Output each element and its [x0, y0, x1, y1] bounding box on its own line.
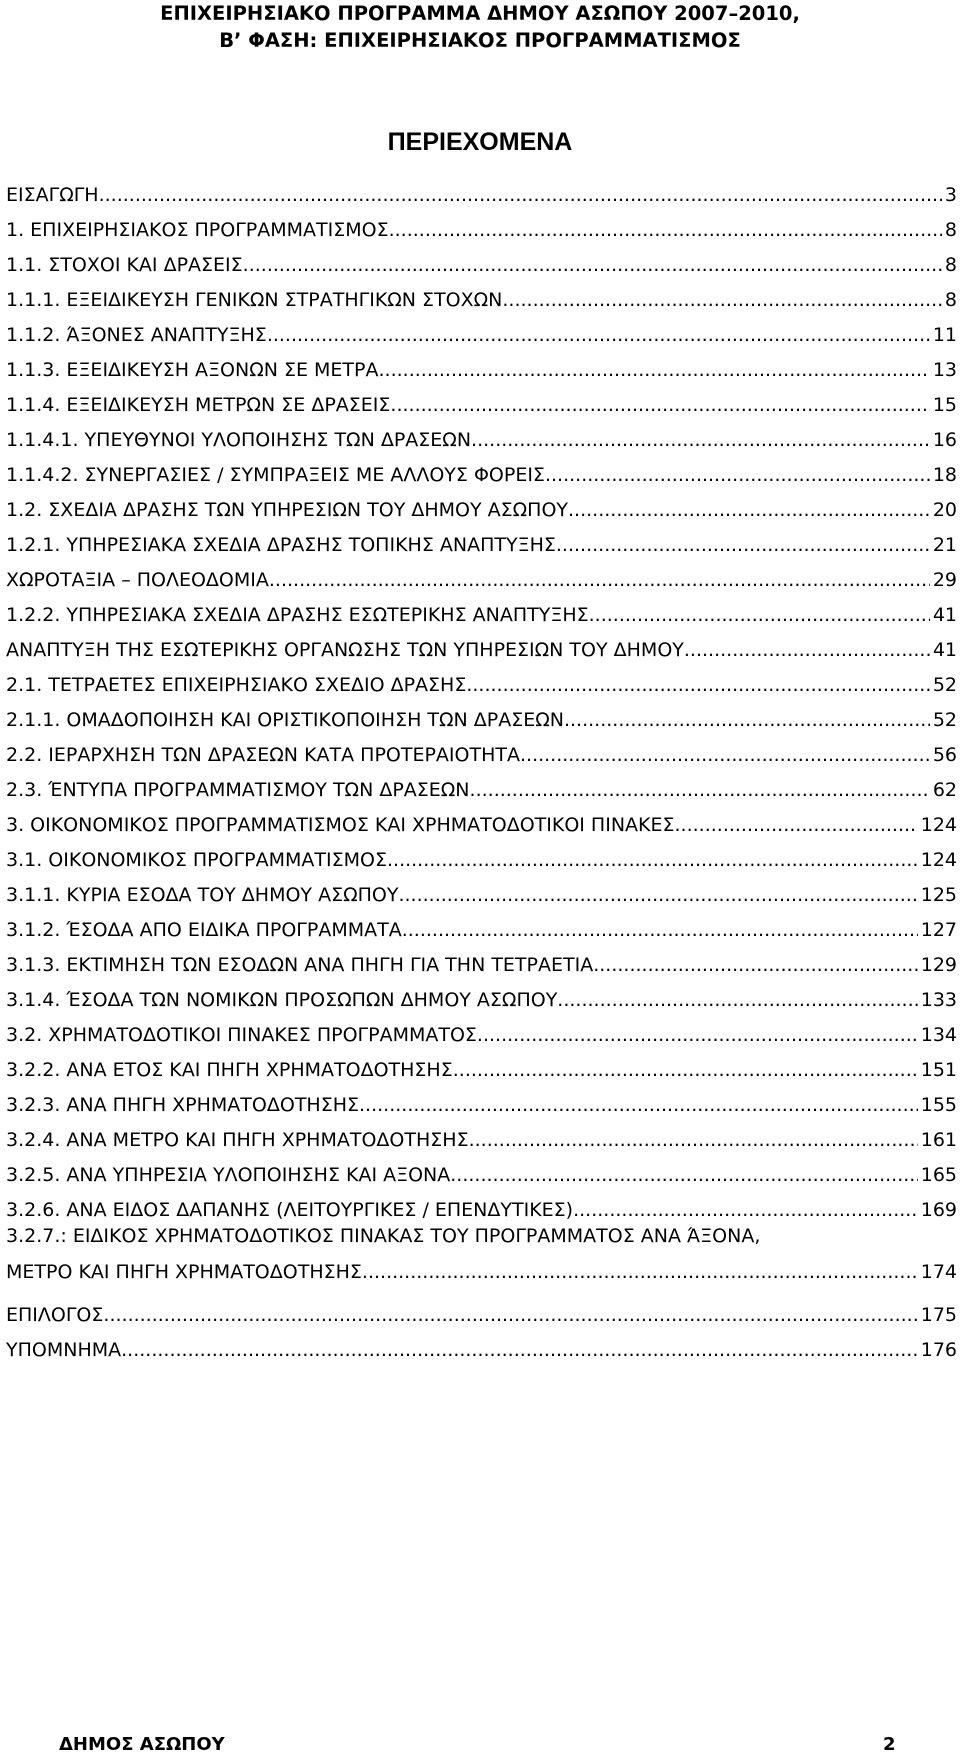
toc-dot-leader	[389, 218, 942, 242]
toc-entry[interactable]	[6, 1292, 957, 1327]
footer-page-number: 2	[883, 1734, 896, 1755]
toc-entry[interactable]	[6, 172, 957, 207]
toc-dot-leader	[453, 1058, 918, 1082]
toc-entry-page: 18	[932, 464, 957, 486]
toc-dot-leader	[390, 393, 929, 417]
header-line-2: Β’ ΦΑΣΗ: ΕΠΙΧΕΙΡΗΣΙΑΚΟΣ ΠΡΟΓΡΑΜΜΑΤΙΣΜΟΣ	[219, 29, 741, 52]
toc-entry[interactable]	[6, 627, 957, 662]
toc-entry[interactable]	[6, 872, 957, 907]
toc-entry-label: 1.1.2. ΆΞΟΝΕΣ ΑΝΑΠΤΥΞΗΣ	[6, 324, 267, 346]
toc-entry[interactable]	[6, 1047, 957, 1082]
toc-entry-page: 176	[920, 1339, 957, 1361]
toc-entry-page: 165	[920, 1164, 957, 1186]
toc-entry-continuation	[6, 1251, 957, 1284]
toc-entry[interactable]	[6, 907, 957, 942]
toc-entry[interactable]	[6, 837, 957, 872]
toc-entry-page: 174	[920, 1261, 957, 1283]
toc-entry-page: 129	[920, 954, 957, 976]
toc-entry-label: ΧΩΡΟΤΑΞΙΑ – ΠΟΛΕΟΔΟΜΙΑ	[6, 569, 269, 591]
toc-entry[interactable]	[6, 242, 957, 277]
toc-dot-leader	[470, 778, 930, 802]
toc-entry-page: 125	[920, 884, 957, 906]
toc-entry[interactable]	[6, 802, 957, 837]
toc-dot-leader	[593, 953, 918, 977]
toc-entry[interactable]	[6, 662, 957, 697]
header-line-1: ΕΠΙΧΕΙΡΗΣΙΑΚΟ ΠΡΟΓΡΑΜΜΑ ΔΗΜΟΥ ΑΣΩΠΟΥ 2007–2010,	[160, 2, 800, 25]
toc-dot-leader	[243, 253, 942, 277]
toc-entry-page: 133	[920, 989, 957, 1011]
toc-dot-leader	[99, 183, 942, 207]
toc-entry[interactable]	[6, 942, 957, 977]
toc-entry-page: 155	[920, 1094, 957, 1116]
toc-entry-label: ΥΠΟΜΝΗΜΑ	[6, 1339, 122, 1361]
toc-entry-label: 3.1. ΟΙΚΟΝΟΜΙΚΟΣ ΠΡΟΓΡΑΜΜΑΤΙΣΜΟΣ	[6, 849, 387, 871]
toc-entry-label: ΜΕΤΡΟ ΚΑΙ ΠΗΓΗ ΧΡΗΜΑΤΟΔΟΤΗΣΗΣ	[6, 1261, 362, 1283]
toc-entry-label: 3.2.5. ΑΝΑ ΥΠΗΡΕΣΙΑ ΥΛΟΠΟΙΗΣΗΣ ΚΑΙ ΑΞΟΝΑ	[6, 1164, 451, 1186]
toc-entry-label: ΑΝΑΠΤΥΞΗ ΤΗΣ ΕΣΩΤΕΡΙΚΗΣ ΟΡΓΑΝΩΣΗΣ ΤΩΝ ΥΠΗΡΕΣΙΩΝ ΤΟΥ ΔΗΜΟΥ	[6, 639, 684, 661]
toc-entry-label: 1.1.3. ΕΞΕΙΔΙΚΕΥΣΗ ΑΞΟΝΩΝ ΣΕ ΜΕΤΡΑ	[6, 359, 379, 381]
toc-entry-label: 1.2.2. ΥΠΗΡΕΣΙΑΚΑ ΣΧΕΔΙΑ ΔΡΑΣΗΣ ΕΣΩΤΕΡΙΚΗΣ ΑΝΑΠΤΥΞΗΣ	[6, 604, 589, 626]
toc-entry-page: 8	[944, 289, 957, 311]
toc-dot-leader	[398, 883, 917, 907]
toc-dot-leader	[684, 638, 930, 662]
toc-entry[interactable]	[6, 417, 957, 452]
toc-entry[interactable]	[6, 977, 957, 1012]
toc-entry[interactable]	[6, 1082, 957, 1117]
toc-entry[interactable]	[6, 1117, 957, 1152]
toc-entry-label: 1.1.1. ΕΞΕΙΔΙΚΕΥΣΗ ΓΕΝΙΚΩΝ ΣΤΡΑΤΗΓΙΚΩΝ ΣΤΟΧΩΝ	[6, 289, 503, 311]
footer-municipality: ΔΗΜΟΣ ΑΣΩΠΟΥ	[59, 1734, 225, 1755]
toc-entry-label: 3. ΟΙΚΟΝΟΜΙΚΟΣ ΠΡΟΓΡΑΜΜΑΤΙΣΜΟΣ ΚΑΙ ΧΡΗΜΑΤΟΔΟΤΙΚΟΙ ΠΙΝΑΚΕΣ	[6, 814, 675, 836]
toc-entry-label: 3.1.1. ΚΥΡΙΑ ΕΣΟΔΑ ΤΟΥ ΔΗΜΟΥ ΑΣΩΠΟΥ	[6, 884, 399, 906]
toc-dot-leader	[471, 428, 930, 452]
toc-entry-page: 134	[920, 1024, 957, 1046]
toc-dot-leader	[483, 1023, 918, 1047]
toc-entry-page: 175	[920, 1304, 957, 1326]
toc-dot-leader	[564, 708, 930, 732]
toc-entry[interactable]	[6, 347, 957, 382]
toc-entry-label: 1.1. ΣΤΟΧΟΙ ΚΑΙ ΔΡΑΣΕΙΣ	[6, 254, 243, 276]
toc-entry-label: 3.2. ΧΡΗΜΑΤΟΔΟΤΙΚΟΙ ΠΙΝΑΚΕΣ ΠΡΟΓΡΑΜΜΑΤΟΣ.	[6, 1024, 483, 1046]
toc-entry-page: 124	[920, 849, 957, 871]
page-title: ΠΕΡΙΕΧΟΜΕΝΑ	[387, 128, 573, 156]
toc-entry-label: 3.1.4. ΈΣΟΔΑ ΤΩΝ ΝΟΜΙΚΩΝ ΠΡΟΣΩΠΩΝ ΔΗΜΟΥ ΑΣΩΠΟΥ.	[6, 989, 564, 1011]
toc-entry[interactable]	[6, 557, 957, 592]
toc-entry-page: 41	[932, 604, 957, 626]
toc-dot-leader	[675, 813, 918, 837]
toc-entry-page: 3	[944, 184, 957, 206]
toc-entry[interactable]	[6, 452, 957, 487]
toc-entry[interactable]	[6, 522, 957, 557]
toc-entry-page: 11	[932, 324, 957, 346]
toc-entry[interactable]	[6, 697, 957, 732]
toc-entry-label: 3.2.2. ΑΝΑ ΕΤΟΣ ΚΑΙ ΠΗΓΗ ΧΡΗΜΑΤΟΔΟΤΗΣΗΣ	[6, 1059, 453, 1081]
toc-entry-label: ΕΙΣΑΓΩΓΗ	[6, 184, 99, 206]
toc-dot-leader	[450, 1163, 917, 1187]
toc-entry[interactable]	[6, 592, 957, 627]
toc-entry[interactable]	[6, 382, 957, 417]
toc-dot-leader	[267, 323, 930, 347]
toc-entry-page: 13	[932, 359, 957, 381]
toc-entry[interactable]	[6, 312, 957, 347]
toc-entry[interactable]	[6, 1152, 957, 1187]
toc-dot-leader	[502, 288, 942, 312]
toc-entry[interactable]	[6, 767, 957, 802]
toc-entry[interactable]	[6, 1187, 957, 1222]
toc-entry-label: 3.2.6. ΑΝΑ ΕΙΔΟΣ ΔΑΠΑΝΗΣ (ΛΕΙΤΟΥΡΓΙΚΕΣ / ΕΠΕΝΔΥΤΙΚΕΣ)	[6, 1199, 574, 1221]
toc-entry-label: 3.2.3. ΑΝΑ ΠΗΓΗ ΧΡΗΜΑΤΟΔΟΤΗΣΗΣ	[6, 1094, 360, 1116]
toc-entry-page: 161	[920, 1129, 957, 1151]
toc-entry-page: 29	[932, 569, 957, 591]
toc-entry-page: 15	[932, 394, 957, 416]
toc-dot-leader	[556, 533, 930, 557]
toc-entry[interactable]	[6, 732, 957, 767]
toc-dot-leader	[103, 1303, 917, 1327]
toc-dot-leader	[387, 848, 918, 872]
toc-entry-label: 2.3. ΈΝΤΥΠΑ ΠΡΟΓΡΑΜΜΑΤΙΣΜΟΥ ΤΩΝ ΔΡΑΣΕΩΝ	[6, 779, 470, 801]
toc-entry-page: 52	[932, 709, 957, 731]
toc-dot-leader	[121, 1338, 918, 1362]
page-footer	[0, 1734, 960, 1757]
toc-dot-leader	[402, 918, 918, 942]
toc-entry[interactable]	[6, 277, 957, 312]
toc-entry-page: 52	[932, 674, 957, 696]
toc-entry-page: 169	[920, 1199, 957, 1221]
toc-dot-leader	[573, 1198, 918, 1222]
toc-entry-label: 1.2. ΣΧΕΔΙΑ ΔΡΑΣΗΣ ΤΩΝ ΥΠΗΡΕΣΙΩΝ ΤΟΥ ΔΗΜΟΥ ΑΣΩΠΟΥ	[6, 499, 569, 521]
toc-dot-leader	[362, 1260, 918, 1284]
page-header	[0, 0, 960, 54]
toc-entry[interactable]	[6, 1012, 957, 1047]
toc-entry-label: 2.1. ΤΕΤΡΑΕΤΕΣ ΕΠΙΧΕΙΡΗΣΙΑΚΟ ΣΧΕΔΙΟ ΔΡΑΣΗΣ	[6, 674, 467, 696]
toc-entry-page: 62	[932, 779, 957, 801]
toc-entry-label: 1.1.4. ΕΞΕΙΔΙΚΕΥΣΗ ΜΕΤΡΩΝ ΣΕ ΔΡΑΣΕΙΣ	[6, 394, 391, 416]
toc-entry-page: 20	[932, 499, 957, 521]
table-of-contents	[6, 172, 957, 1362]
toc-entry-page: 16	[932, 429, 957, 451]
toc-entry-label: ΕΠΙΛΟΓΟΣ	[6, 1304, 104, 1326]
toc-entry[interactable]	[6, 487, 957, 522]
toc-dot-leader	[520, 743, 930, 767]
toc-entry-label: 2.1.1. ΟΜΑΔΟΠΟΙΗΣΗ ΚΑΙ ΟΡΙΣΤΙΚΟΠΟΙΗΣΗ ΤΩΝ ΔΡΑΣΕΩΝ	[6, 709, 564, 731]
toc-dot-leader	[568, 498, 930, 522]
toc-entry-page: 8	[944, 254, 957, 276]
toc-entry-page: 8	[944, 219, 957, 241]
toc-dot-leader	[545, 463, 930, 487]
toc-dot-leader	[589, 603, 930, 627]
toc-dot-leader	[269, 568, 930, 592]
toc-dot-leader	[563, 988, 917, 1012]
toc-entry-page: 21	[932, 534, 957, 556]
toc-dot-leader	[359, 1093, 918, 1117]
toc-entry-label: 3.2.4. ΑΝΑ ΜΕΤΡΟ ΚΑΙ ΠΗΓΗ ΧΡΗΜΑΤΟΔΟΤΗΣΗΣ	[6, 1129, 469, 1151]
toc-entry-page: 124	[920, 814, 957, 836]
toc-entry-label: 3.1.3. ΕΚΤΙΜΗΣΗ ΤΩΝ ΕΣΟΔΩΝ ΑΝΑ ΠΗΓΗ ΓΙΑ ΤΗΝ ΤΕΤΡΑΕΤΙΑ	[6, 954, 594, 976]
toc-entry[interactable]	[6, 207, 957, 242]
toc-dot-leader	[469, 1128, 918, 1152]
toc-entry-label: 1.1.4.2. ΣΥΝΕΡΓΑΣΙΕΣ / ΣΥΜΠΡΑΞΕΙΣ ΜΕ ΑΛΛΟΥΣ ΦΟΡΕΙΣ	[6, 464, 545, 486]
toc-entry-page: 41	[932, 639, 957, 661]
toc-entry-page: 151	[920, 1059, 957, 1081]
toc-entry-label: 1.1.4.1. ΥΠΕΥΘΥΝΟΙ ΥΛΟΠΟΙΗΣΗΣ ΤΩΝ ΔΡΑΣΕΩΝ	[6, 429, 472, 451]
toc-entry-label: 1.2.1. ΥΠΗΡΕΣΙΑΚΑ ΣΧΕΔΙΑ ΔΡΑΣΗΣ ΤΟΠΙΚΗΣ ΑΝΑΠΤΥΞΗΣ	[6, 534, 556, 556]
toc-entry-page: 127	[920, 919, 957, 941]
toc-entry-label: 2.2. ΙΕΡΑΡΧΗΣΗ ΤΩΝ ΔΡΑΣΕΩΝ ΚΑΤΑ ΠΡΟΤΕΡΑΙΟΤΗΤΑ	[6, 744, 520, 766]
toc-dot-leader	[466, 673, 929, 697]
toc-entry[interactable]	[6, 1327, 957, 1362]
toc-dot-leader	[379, 358, 930, 382]
toc-entry[interactable]	[6, 1222, 957, 1292]
toc-entry-page: 56	[932, 744, 957, 766]
toc-entry-label: 3.1.2. ΈΣΟΔΑ ΑΠΟ ΕΙΔΙΚΑ ΠΡΟΓΡΑΜΜΑΤΑ	[6, 919, 402, 941]
toc-entry-label: 3.2.7.: ΕΙΔΙΚΟΣ ΧΡΗΜΑΤΟΔΟΤΙΚΟΣ ΠΙΝΑΚΑΣ ΤΟΥ ΠΡΟΓΡΑΜΜΑΤΟΣ ΑΝΑ ΆΞΟΝΑ,	[6, 1225, 761, 1247]
toc-entry-label: 1. ΕΠΙΧΕΙΡΗΣΙΑΚΟΣ ΠΡΟΓΡΑΜΜΑΤΙΣΜΟΣ	[6, 219, 389, 241]
